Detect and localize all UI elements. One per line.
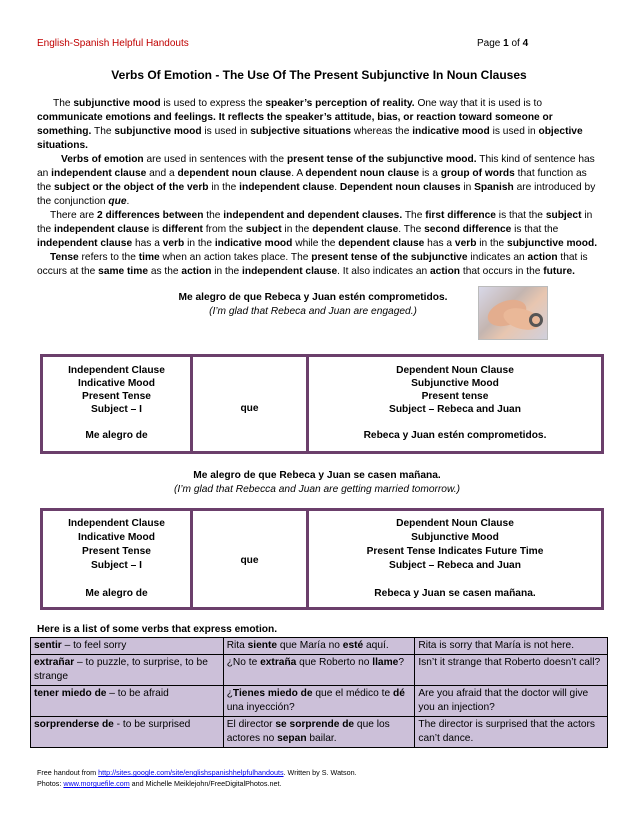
header-title: English-Spanish Helpful Handouts xyxy=(37,38,189,49)
text-run: in xyxy=(460,182,475,193)
conjunction-cell: que xyxy=(193,511,309,607)
text-run: indicates an xyxy=(467,252,528,263)
page-footer xyxy=(37,767,357,789)
text-run: verb xyxy=(162,238,185,249)
text-run: and a xyxy=(146,168,178,179)
verb-cell xyxy=(31,717,224,748)
text-run: There are xyxy=(50,210,97,221)
text-run: that occurs in the xyxy=(460,266,544,277)
verbs-table xyxy=(30,637,608,748)
text-run: Tense xyxy=(50,252,79,263)
text-run: que Roberto no xyxy=(296,657,373,668)
text-run: present tense of the subjunctive xyxy=(311,252,468,263)
text-run: independent clause xyxy=(54,224,150,235)
text-run: subject xyxy=(545,210,582,221)
text-run: - to be surprised xyxy=(113,719,191,730)
hands-photo xyxy=(478,286,548,340)
text-run: se sorprende de xyxy=(275,719,355,730)
dependent-clause-cell: Dependent Noun Clause Subjunctive Mood Present Tense Indicates Future Time Subject – Rebeca and Juan Rebeca y Juan se casen mañana. xyxy=(366,518,544,599)
translation-cell: Are you afraid that the doctor will give you an injection? xyxy=(415,686,608,717)
intro-text xyxy=(37,97,603,279)
text-run: verb xyxy=(454,238,477,249)
text-run: refers to the xyxy=(78,252,139,263)
text-run: same time xyxy=(98,266,148,277)
text-run: . A xyxy=(291,168,306,179)
text-run: independent clause xyxy=(239,182,335,193)
text-run: first difference xyxy=(425,210,496,221)
text-run: that is occurs at the xyxy=(37,252,588,277)
paragraph xyxy=(37,153,603,209)
table-row xyxy=(31,638,608,655)
text-run: is used in xyxy=(489,126,539,137)
text-run: siente xyxy=(247,640,278,651)
morguefile-link[interactable]: www.morguefile.com xyxy=(63,779,130,788)
text-run: subjunctive mood xyxy=(73,98,161,109)
paragraph xyxy=(37,97,603,153)
text-run: that function as the xyxy=(37,168,587,193)
text-run: in the xyxy=(281,224,313,235)
text-run: sorprenderse de xyxy=(34,719,114,730)
text-run: que los actores no xyxy=(226,719,390,744)
text-run: indicative mood xyxy=(214,238,293,249)
text-run: subject xyxy=(245,224,282,235)
text-run: extraña xyxy=(260,657,297,668)
text-run: in the xyxy=(476,238,508,249)
paragraph xyxy=(37,209,603,251)
text-run: dé xyxy=(392,688,405,699)
translation-cell: The director is surprised that the actors can’t dance. xyxy=(415,717,608,748)
text-run: subjunctive mood xyxy=(114,126,202,137)
ring-icon xyxy=(529,313,543,327)
example-cell xyxy=(223,686,415,717)
example-sentence-2 xyxy=(0,469,636,497)
clause-table-1 xyxy=(40,354,604,454)
example-cell xyxy=(223,638,415,655)
text-run: future. xyxy=(543,266,575,277)
text-run: ? xyxy=(398,657,404,668)
text-run: sepan xyxy=(277,733,307,744)
text-run: . xyxy=(126,196,130,207)
text-run: dependent clause xyxy=(312,224,399,235)
text-run: is that the xyxy=(495,210,546,221)
text-run: El director xyxy=(226,719,276,730)
text-run: sentir xyxy=(34,640,62,651)
text-run: tener miedo de xyxy=(34,688,107,699)
text-run: from the xyxy=(202,224,246,235)
text-run: is xyxy=(149,224,163,235)
text-run: when an action takes place. The xyxy=(159,252,312,263)
text-run: que xyxy=(108,196,127,207)
independent-clause-cell: Independent Clause Indicative Mood Present Tense Subject – I Me alegro de xyxy=(43,357,193,451)
example-spanish: Me alegro de que Rebeca y Juan se casen mañana. xyxy=(193,470,441,481)
text-run: is used to express the xyxy=(160,98,266,109)
text-run: extrañar xyxy=(34,657,75,668)
text-run: One way that it is used is to xyxy=(414,98,543,109)
text-run: time xyxy=(138,252,160,263)
text-run: subjunctive mood. xyxy=(507,238,598,249)
verb-cell xyxy=(31,686,224,717)
handout-site-link[interactable]: http://sites.google.com/site/englishspanishhelpfulhandouts xyxy=(98,768,284,777)
independent-clause-cell: Independent Clause Indicative Mood Present Tense Subject – I Me alegro de xyxy=(43,511,193,607)
text-run: indicative mood xyxy=(412,126,490,137)
clause-table-2 xyxy=(40,508,604,610)
text-run: are used in sentences with the xyxy=(143,154,287,165)
text-run: que el médico te xyxy=(312,688,393,699)
text-run: action xyxy=(181,266,212,277)
text-run: while the xyxy=(292,238,339,249)
text-run: in the xyxy=(211,266,243,277)
text-run: group of words xyxy=(440,168,515,179)
text-run: in the xyxy=(208,182,240,193)
verb-cell xyxy=(31,655,224,686)
text-run: . xyxy=(334,182,340,193)
conjunction-cell: que xyxy=(193,357,309,451)
text-run: are introduced by the conjunction xyxy=(37,182,596,207)
text-run: independent clause xyxy=(242,266,338,277)
text-run: subject or the object of the verb xyxy=(54,182,209,193)
text-run: independent clause xyxy=(51,168,147,179)
text-run: ¿ xyxy=(226,688,233,699)
footer-line-2: Photos: www.morguefile.com and Michelle Meiklejohn/FreeDigitalPhotos.net. xyxy=(37,779,282,788)
text-run: whereas the xyxy=(351,126,413,137)
text-run: dependent noun clause xyxy=(177,168,292,179)
footer-line-1: Free handout from http://sites.google.com/site/englishspanishhelpfulhandouts. Written by S. Watson. xyxy=(37,768,357,777)
text-run: . It also indicates an xyxy=(337,266,431,277)
verbs-list-title: Here is a list of some verbs that express emotion. xyxy=(37,624,278,635)
text-run: This kind of sentence has an xyxy=(37,154,595,179)
text-run: Dependent noun clauses xyxy=(339,182,461,193)
text-run: dependent noun clause xyxy=(305,168,420,179)
text-run: objective situations. xyxy=(37,126,583,151)
translation-cell: Isn’t it strange that Roberto doesn’t call? xyxy=(415,655,608,686)
text-run: in the xyxy=(184,238,215,249)
text-run: is that the xyxy=(511,224,559,235)
dependent-clause-cell: Dependent Noun Clause Subjunctive Mood Present tense Subject – Rebeca and Juan Rebeca y Juan estén comprometidos. xyxy=(363,365,547,441)
text-run: the xyxy=(203,210,224,221)
text-run: dependent clause xyxy=(338,238,425,249)
text-run: is used in xyxy=(201,126,251,137)
table-row xyxy=(31,655,608,686)
example-english: (I’m glad that Rebecca and Juan are getting married tomorrow.) xyxy=(174,484,460,495)
text-run: subjective situations xyxy=(250,126,352,137)
text-run: llame xyxy=(372,657,399,668)
example-cell xyxy=(223,655,415,686)
example-english: (I’m glad that Rebeca and Juan are engaged.) xyxy=(209,306,417,317)
page-indicator: Page 1 of 4 xyxy=(477,38,529,49)
example-cell xyxy=(223,717,415,748)
text-run: action xyxy=(430,266,461,277)
text-run: The xyxy=(91,126,115,137)
text-run: communicate emotions and feelings. It reflects the speaker’s attitude, bias, or reaction toward someone or something. xyxy=(37,112,553,137)
translation-cell: Rita is sorry that María is not here. xyxy=(415,638,608,655)
text-run: is a xyxy=(419,168,441,179)
verb-cell xyxy=(31,638,224,655)
text-run: – to be afraid xyxy=(106,688,169,699)
text-run: Verbs of emotion xyxy=(61,154,144,165)
text-run: Spanish xyxy=(474,182,514,193)
text-run: – to feel sorry xyxy=(61,640,127,651)
text-run: ¿No te xyxy=(226,657,261,668)
text-run: The xyxy=(53,98,74,109)
text-run: as the xyxy=(148,266,182,277)
text-run: una inyección? xyxy=(226,702,295,713)
text-run: Tienes miedo de xyxy=(232,688,313,699)
text-run: esté xyxy=(342,640,364,651)
text-run: The xyxy=(402,210,426,221)
text-run: – to puzzle, to surprise, to be strange xyxy=(34,657,208,682)
text-run: speaker’s perception of reality. xyxy=(265,98,415,109)
text-run: present tense of the subjunctive mood. xyxy=(286,154,477,165)
text-run: different xyxy=(162,224,203,235)
text-run: action xyxy=(527,252,558,263)
example-spanish: Me alegro de que Rebeca y Juan estén comprometidos. xyxy=(178,292,448,303)
text-run: second difference xyxy=(424,224,512,235)
text-run: bailar. xyxy=(306,733,337,744)
text-run: has a xyxy=(424,238,455,249)
table-row xyxy=(31,717,608,748)
document-title: Verbs Of Emotion - The Use Of The Present Subjunctive In Noun Clauses xyxy=(111,68,527,82)
text-run: aquí. xyxy=(363,640,389,651)
text-run: que María no xyxy=(277,640,343,651)
text-run: independent and dependent clauses. xyxy=(223,210,403,221)
text-run: independent clause xyxy=(37,238,133,249)
text-run: has a xyxy=(132,238,163,249)
paragraph xyxy=(37,251,603,279)
text-run: Rita xyxy=(226,640,248,651)
text-run: 2 differences between xyxy=(97,210,204,221)
text-run: in the xyxy=(37,210,593,235)
table-row xyxy=(31,686,608,717)
text-run: . The xyxy=(398,224,425,235)
